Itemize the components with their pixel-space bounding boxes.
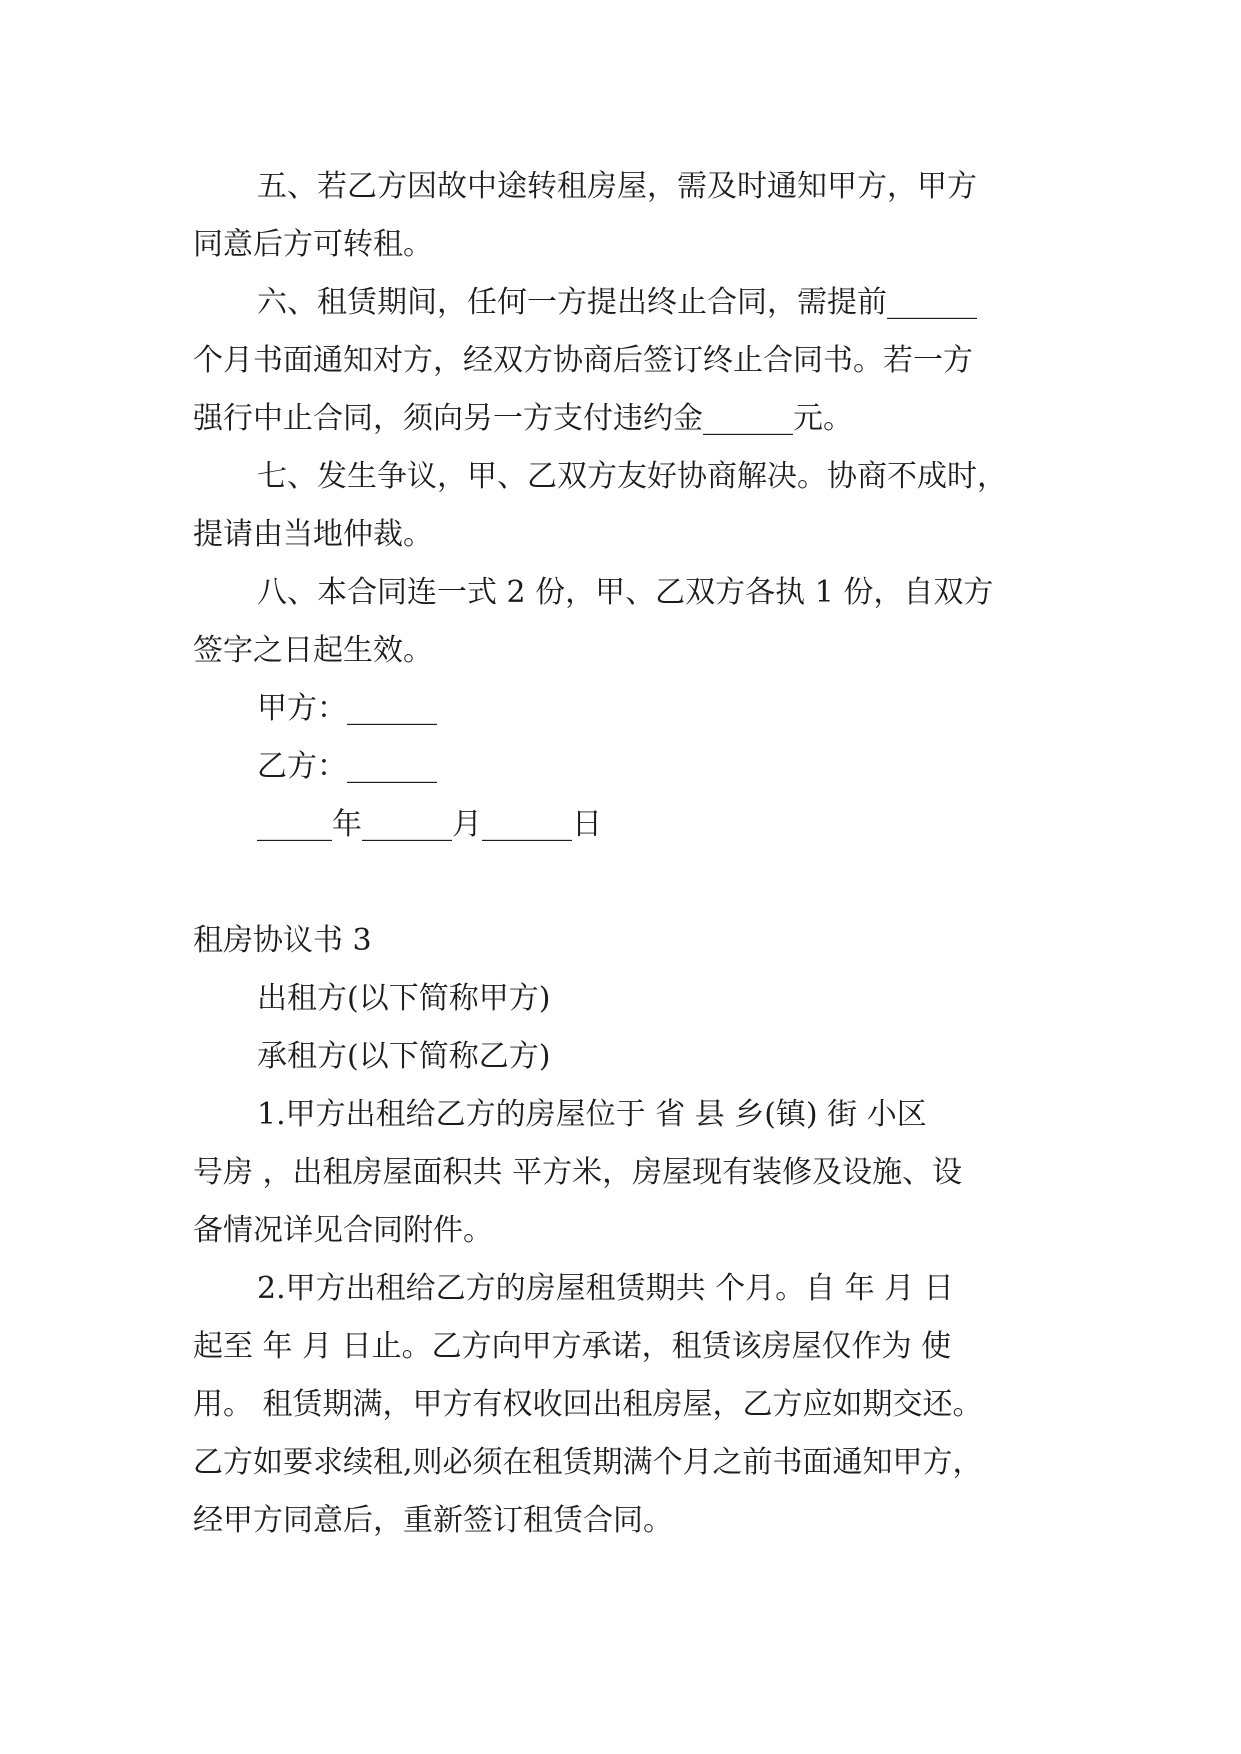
article-2-line-5: 经甲方同意后，重新签订租赁合同。 [193,1503,673,1538]
clause-7-line-1: 七、发生争议，甲、乙双方友好协商解决。协商不成时， [257,459,1007,494]
article-1-line-2: 号房 ，出租房屋面积共 平方米，房屋现有装修及设施、设 [193,1155,963,1190]
clause-6-line-2: 个月书面通知对方，经双方协商后签订终止合同书。若一方 [193,343,973,378]
clause-7-line-2: 提请由当地仲裁。 [193,517,433,552]
party-a-signature: 甲方：______ [257,691,437,726]
lessee-line: 承租方(以下简称乙方) [257,1039,551,1074]
article-1-line-1: 1.甲方出租给乙方的房屋位于 省 县 乡(镇) 街 小区 [257,1097,927,1132]
party-b-signature: 乙方：______ [257,749,437,784]
clause-8-line-1: 八、本合同连一式 2 份，甲、乙双方各执 1 份，自双方 [257,575,994,610]
clause-5-line-1: 五、若乙方因故中途转租房屋，需及时通知甲方，甲方 [257,169,977,204]
clause-8-line-2: 签字之日起生效。 [193,633,433,668]
lessor-line: 出租方(以下简称甲方) [257,981,551,1016]
article-2-line-2: 起至 年 月 日止。乙方向甲方承诺，租赁该房屋仅作为 使 [193,1329,952,1364]
article-1-line-3: 备情况详见合同附件。 [193,1213,493,1248]
clause-6-line-1: 六、租赁期间，任何一方提出终止合同，需提前______ [257,285,977,320]
document-body [193,158,1055,1550]
clause-5-line-2: 同意后方可转租。 [193,227,433,262]
section-title: 租房协议书 3 [193,923,372,958]
article-2-line-3: 用。 租赁期满，甲方有权收回出租房屋，乙方应如期交还。 [193,1387,983,1422]
article-2-line-4: 乙方如要求续租,则必须在租赁期满个月之前书面通知甲方， [193,1445,983,1480]
section-spacer [193,854,1055,912]
article-2-line-1: 2.甲方出租给乙方的房屋租赁期共 个月。自 年 月 日 [257,1271,954,1306]
signing-date: _____年______月______日 [257,807,602,842]
clause-6-line-3: 强行中止合同，须向另一方支付违约金______元。 [193,401,853,436]
